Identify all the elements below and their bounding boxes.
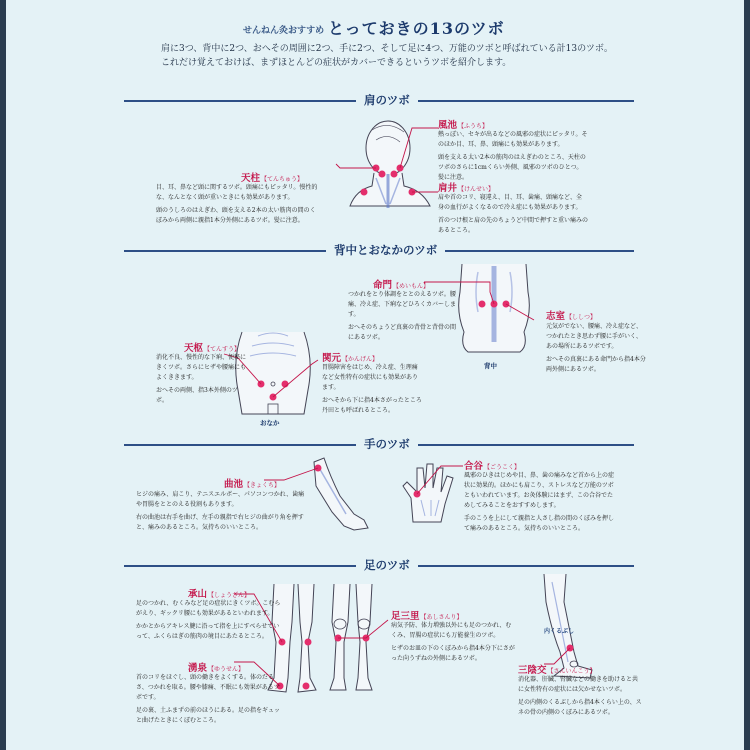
point-name-yusen: 湧泉【ゆうせん】 [188, 663, 245, 674]
ankle-label: 内くるぶし [544, 628, 575, 635]
header-subtitle: せんねん灸おすすめ [243, 26, 325, 36]
intro-line-2: これだけ覚えておけば、まずほとんどの症状がカバーできるというツボを紹介します。 [161, 58, 512, 68]
point-name-kangen: 関元【かんげん】 [322, 353, 379, 364]
point-desc-goukoku: 風邪のひきはじめや目、鼻、歯の痛みなど首から上の症状に効果的。ほかにも肩こり、ストレスなど万能のツボともいわれています。お灸体験にはまず、この合谷でためしてみることをおすすめします。 手のこうを上にして親指と人さし指の間のくぼみを押して痛みのあるところ。気持ちのいいところ。 [464, 472, 615, 532]
point-name-tenchu: 天柱【てんちゅう】 [241, 173, 304, 184]
point-desc-fuchi: 熱っぽい、セキが出るなどの風邪の症状にピッタリ。そのほか目、耳、鼻、頭痛にも効果があります。 頭を支える太い2本の筋肉のはえぎわのところ、天柱のツボのさらに1cmくらい外側、風邪のツボのひとつ。髪に注意。 [438, 131, 588, 181]
hand-figure [401, 460, 461, 530]
section-title-hand: 手のツボ [356, 436, 418, 452]
point-name-goukoku: 合谷【ごうこく】 [464, 461, 521, 472]
intro-line-1: 肩に3つ、背中に2つ、おへその周囲に2つ、手に2つ、そして足に4つ、万能のツボと呼ばれている計13のツボ。 [161, 44, 613, 54]
legs-figure [264, 582, 384, 702]
section-title-foot: 足のツボ [356, 557, 418, 573]
back-figure-label: 背中 [484, 362, 497, 370]
point-desc-shishitsu: 元気がでない、腰痛、冷え症など、つかれたとき思わず腰に手がいく、あの場所にあるツボです。 おへその真裏にある命門から指4本分両外側にあるツボ。 [546, 323, 646, 373]
point-desc-kyokuchi: ヒジの痛み、肩こり、テニスエルボー、パソコンつかれ、歯痛や胃腸をととのえる役割もあります。 右の曲池は右手を曲げ、左手の親指で右ヒジの曲がり角を押すと、痛みのあるところ。気持ちのいいところ。 [136, 491, 305, 531]
point-desc-tenchu: 目、耳、鼻など頭に関するツボ。頭痛にもピッタリ。慢性的な、なんとなく頭が重いときにも効果があります。 頭のうしろのはえぎわ、頭を支える2本の太い筋肉の間のくぼみから両側に親指1本分外側にあるツボ。髪に注意。 [156, 184, 318, 224]
point-desc-sanninkou: 消化器、肝臓、腎臓などの働きを助けると共に女性特有の症状には欠かせないツボ。 足の内側のくるぶしから指4本くらい上の、スネの骨の内側のくぼみにあるツボ。 [518, 676, 642, 716]
point-name-shishitsu: 志室【ししつ】 [546, 311, 597, 322]
belly-figure-label: おなか [260, 419, 280, 427]
point-desc-kensei: 肩や首のコリ、寝違え、目、耳、歯痛、頭痛など、全身の血行がよくなるので冷え症にも効果があります。 首のつけ根と肩の先のちょうど中間で押すと重い痛みのあるところ。 [438, 194, 589, 234]
page-title: とっておきの13のツボ [328, 19, 505, 38]
point-desc-ashisanri: 病気予防、体力増強以外にも足のつかれ、むくみ、胃腸の症状にも万能養生のツボ。 ヒザのお皿の下のくぼみから指4本分下にさがった向うずねの外側にあるツボ。 [391, 622, 515, 662]
point-name-sanninkou: 三陰交【さんいんこう】 [518, 665, 596, 676]
point-name-kyokuchi: 曲池【きょくち】 [224, 479, 281, 490]
point-name-ashisanri: 足三里【あしさんり】 [391, 611, 463, 622]
poster-page [6, 0, 744, 750]
point-name-tensu: 天枢【てんすう】 [184, 343, 241, 354]
point-desc-yusen: 首のコリをほぐし、頭の働きをよくする。体のだるさ、つかれを取る。腰や膝痛、不眠にも効果があるツボです。 足の裏、土ふまずの前のほうにある。足の指をギュッと曲げたときにくぼむところ。 [136, 674, 281, 724]
back-figure [454, 262, 534, 372]
point-desc-meimon: つかれをとり体調をととのえるツボ。腰痛、冷え症、下痢などひろくカバーします。 おへそのちょうど真裏の背骨と背骨の間にあるツボ。 [348, 291, 457, 341]
section-title-back-belly: 背中とおなかのツボ [326, 242, 445, 258]
point-desc-tensu: 消化不良、慢性的な下痢、便秘にきくツボ。さらにヒザや腰痛にもよくききます。 おへその両側、指3本外側のツボ。 [156, 354, 247, 404]
arm-figure [294, 456, 384, 536]
point-name-fuchi: 風池【ふうち】 [438, 120, 489, 131]
point-name-kensei: 肩井【けんせい】 [438, 183, 495, 194]
point-name-shouzan: 承山【しょうざん】 [188, 589, 251, 600]
point-desc-kangen: 胃腸障害をはじめ、冷え症、生理痛など女性特有の症状にも効果があります。 おへそから下に指4本さがったところ丹田とも呼ばれるところ。 [322, 364, 422, 414]
section-title-shoulder: 肩のツボ [356, 92, 418, 108]
point-desc-shouzan: 足のつかれ、むくみなど足の症状にきくツボ。こむらがえり、ギックリ腰にも効果があるといわれます。 かかとからアキレス腱に沿って指を上にすべらせていって、ふくらはぎの筋肉の境目にあたるところ。 [136, 600, 281, 640]
point-name-meimon: 命門【めいもん】 [373, 280, 430, 291]
